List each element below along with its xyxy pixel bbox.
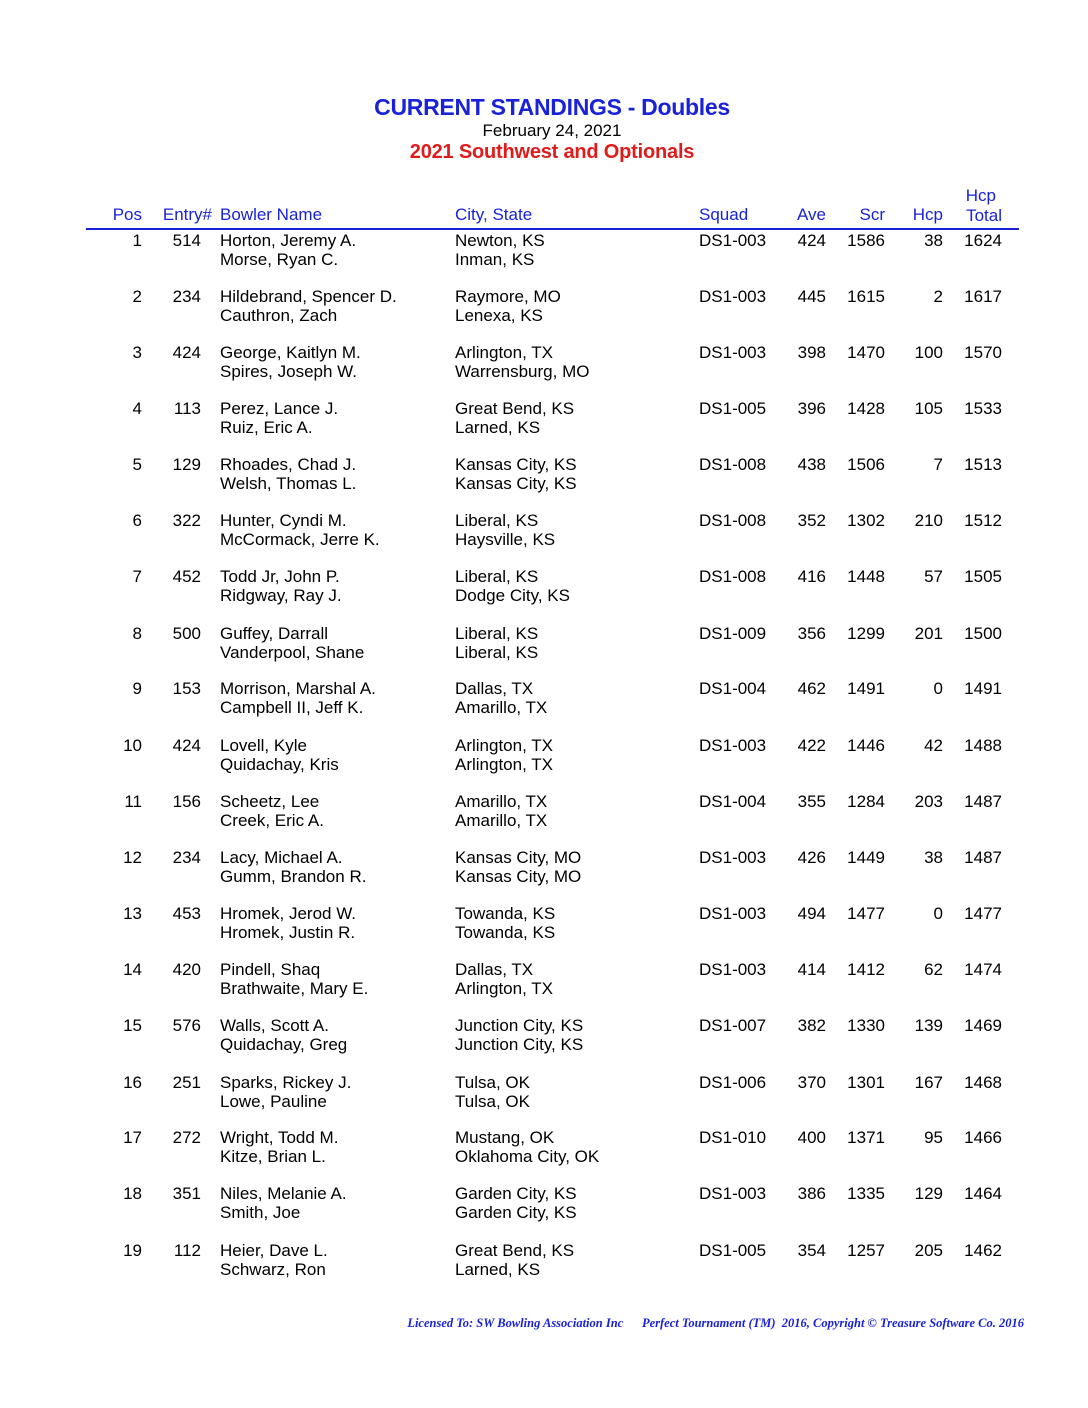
city-state-1: Great Bend, KS	[455, 1241, 575, 1260]
col-header-squad: Squad	[699, 205, 749, 224]
handicap: 38	[924, 231, 943, 250]
entry-number: 251	[172, 1073, 201, 1092]
bowler-name-1: George, Kaitlyn M.	[220, 343, 361, 362]
city-state-1: Garden City, KS	[455, 1184, 577, 1203]
col-header-city-state: City, State	[455, 205, 533, 224]
average: 426	[797, 848, 826, 867]
bowler-name-1: Walls, Scott A.	[220, 1016, 329, 1035]
table-row	[0, 455, 1088, 511]
handicap-total: 1469	[964, 1016, 1002, 1035]
standings-table	[0, 230, 1088, 1290]
table-row	[0, 1241, 1088, 1297]
squad: DS1-008	[699, 511, 767, 530]
pos: 13	[123, 904, 142, 923]
handicap: 139	[914, 1016, 943, 1035]
squad: DS1-005	[699, 399, 767, 418]
city-state-1: Mustang, OK	[455, 1128, 555, 1147]
pos: 3	[132, 343, 142, 362]
average: 352	[797, 511, 826, 530]
handicap: 210	[914, 511, 943, 530]
average: 424	[797, 231, 826, 250]
bowler-name-1: Wright, Todd M.	[220, 1128, 339, 1147]
col-header-hcp-total	[950, 186, 1002, 226]
city-state-1: Amarillo, TX	[455, 792, 548, 811]
bowler-name-1: Lovell, Kyle	[220, 736, 307, 755]
scratch-score: 1615	[847, 287, 885, 306]
entry-number: 500	[172, 624, 201, 643]
entry-number: 113	[173, 399, 201, 418]
report-date: February 24, 2021	[482, 121, 622, 140]
city-state-1: Dallas, TX	[455, 960, 534, 979]
bowler-name-2: Kitze, Brian L.	[220, 1147, 326, 1166]
col-header-entry: Entry#	[162, 205, 212, 224]
scratch-score: 1371	[847, 1128, 885, 1147]
squad: DS1-003	[699, 343, 767, 362]
entry-number: 322	[172, 511, 201, 530]
bowler-name-2: Vanderpool, Shane	[220, 643, 365, 662]
handicap: 129	[914, 1184, 943, 1203]
pos: 9	[132, 679, 142, 698]
bowler-name-1: Lacy, Michael A.	[220, 848, 343, 867]
bowler-name-1: Sparks, Rickey J.	[220, 1073, 352, 1092]
entry-number: 234	[172, 848, 201, 867]
average: 422	[797, 736, 826, 755]
city-state-2: Kansas City, MO	[455, 867, 582, 886]
city-state-2: Lenexa, KS	[455, 306, 543, 325]
table-row	[0, 1184, 1088, 1240]
scratch-score: 1449	[847, 848, 885, 867]
squad: DS1-004	[699, 792, 767, 811]
bowler-name-1: Hromek, Jerod W.	[220, 904, 357, 923]
squad: DS1-003	[699, 287, 767, 306]
scratch-score: 1491	[847, 679, 885, 698]
pos: 1	[132, 231, 142, 250]
bowler-name-2: Hromek, Justin R.	[220, 923, 356, 942]
pos: 19	[123, 1241, 142, 1260]
average: 416	[797, 567, 826, 586]
bowler-name-1: Heier, Dave L.	[220, 1241, 328, 1260]
entry-number: 424	[172, 343, 201, 362]
handicap-total: 1466	[964, 1128, 1002, 1147]
handicap-total: 1474	[964, 960, 1002, 979]
bowler-name-2: Schwarz, Ron	[220, 1260, 326, 1279]
city-state-2: Amarillo, TX	[455, 698, 548, 717]
city-state-2: Towanda, KS	[455, 923, 556, 942]
bowler-name-1: Hunter, Cyndi M.	[220, 511, 347, 530]
city-state-1: Liberal, KS	[455, 511, 539, 530]
col-header-hcp-total-top: Hcp	[965, 186, 996, 205]
squad: DS1-007	[699, 1016, 767, 1035]
scratch-score: 1470	[847, 343, 885, 362]
bowler-name-2: Cauthron, Zach	[220, 306, 338, 325]
pos: 11	[124, 792, 142, 811]
table-row	[0, 904, 1088, 960]
handicap: 105	[914, 399, 943, 418]
city-state-1: Arlington, TX	[455, 343, 553, 362]
bowler-name-1: Pindell, Shaq	[220, 960, 321, 979]
average: 400	[797, 1128, 826, 1147]
handicap: 167	[914, 1073, 943, 1092]
squad: DS1-006	[699, 1073, 767, 1092]
pos: 17	[123, 1128, 142, 1147]
bowler-name-1: Niles, Melanie A.	[220, 1184, 347, 1203]
bowler-name-1: Perez, Lance J.	[220, 399, 339, 418]
pos: 6	[132, 511, 142, 530]
handicap-total: 1570	[964, 343, 1002, 362]
scratch-score: 1506	[847, 455, 885, 474]
handicap: 201	[914, 624, 943, 643]
entry-number: 112	[173, 1241, 201, 1260]
city-state-1: Liberal, KS	[455, 624, 539, 643]
squad: DS1-005	[699, 1241, 767, 1260]
scratch-score: 1412	[847, 960, 885, 979]
city-state-1: Towanda, KS	[455, 904, 556, 923]
city-state-1: Raymore, MO	[455, 287, 561, 306]
col-header-hcp-total-bottom: Total	[966, 206, 1002, 225]
handicap-total: 1624	[964, 231, 1002, 250]
squad: DS1-003	[699, 231, 767, 250]
squad: DS1-008	[699, 455, 767, 474]
city-state-2: Haysville, KS	[455, 530, 556, 549]
handicap: 100	[914, 343, 943, 362]
scratch-score: 1284	[847, 792, 885, 811]
scratch-score: 1477	[847, 904, 885, 923]
bowler-name-1: Scheetz, Lee	[220, 792, 320, 811]
entry-number: 129	[172, 455, 201, 474]
bowler-name-1: Hildebrand, Spencer D.	[220, 287, 397, 306]
entry-number: 234	[172, 287, 201, 306]
entry-number: 452	[172, 567, 201, 586]
squad: DS1-003	[699, 848, 767, 867]
bowler-name-2: Morse, Ryan C.	[220, 250, 339, 269]
handicap-total: 1617	[964, 287, 1002, 306]
handicap-total: 1513	[964, 455, 1002, 474]
city-state-2: Inman, KS	[455, 250, 535, 269]
bowler-name-2: Quidachay, Kris	[220, 755, 339, 774]
entry-number: 453	[172, 904, 201, 923]
pos: 15	[123, 1016, 142, 1035]
squad: DS1-004	[699, 679, 767, 698]
scratch-score: 1335	[847, 1184, 885, 1203]
handicap: 2	[933, 287, 943, 306]
entry-number: 272	[172, 1128, 201, 1147]
page-title: CURRENT STANDINGS - Doubles	[374, 94, 730, 120]
scratch-score: 1446	[847, 736, 885, 755]
average: 386	[797, 1184, 826, 1203]
city-state-1: Liberal, KS	[455, 567, 539, 586]
average: 355	[797, 792, 826, 811]
city-state-2: Junction City, KS	[455, 1035, 584, 1054]
scratch-score: 1257	[847, 1241, 885, 1260]
bowler-name-2: Brathwaite, Mary E.	[220, 979, 369, 998]
handicap-total: 1468	[964, 1073, 1002, 1092]
handicap-total: 1512	[964, 511, 1002, 530]
city-state-1: Great Bend, KS	[455, 399, 575, 418]
table-row	[0, 960, 1088, 1016]
table-row	[0, 736, 1088, 792]
city-state-1: Arlington, TX	[455, 736, 553, 755]
bowler-name-2: Quidachay, Greg	[220, 1035, 348, 1054]
bowler-name-2: Gumm, Brandon R.	[220, 867, 367, 886]
bowler-name-1: Todd Jr, John P.	[220, 567, 340, 586]
handicap-total: 1487	[964, 848, 1002, 867]
handicap: 57	[924, 567, 943, 586]
handicap: 62	[924, 960, 943, 979]
handicap-total: 1488	[964, 736, 1002, 755]
pos: 18	[123, 1184, 142, 1203]
table-row	[0, 624, 1088, 680]
scratch-score: 1302	[847, 511, 885, 530]
bowler-name-1: Guffey, Darrall	[220, 624, 329, 643]
handicap: 0	[933, 679, 943, 698]
squad: DS1-003	[699, 960, 767, 979]
city-state-2: Larned, KS	[455, 1260, 541, 1279]
city-state-2: Kansas City, KS	[455, 474, 577, 493]
scratch-score: 1428	[847, 399, 885, 418]
city-state-1: Kansas City, KS	[455, 455, 577, 474]
average: 494	[797, 904, 826, 923]
handicap-total: 1500	[964, 624, 1002, 643]
handicap-total: 1487	[964, 792, 1002, 811]
table-row	[0, 231, 1088, 287]
bowler-name-2: McCormack, Jerre K.	[220, 530, 380, 549]
average: 354	[797, 1241, 826, 1260]
average: 438	[797, 455, 826, 474]
handicap-total: 1505	[964, 567, 1002, 586]
handicap-total: 1533	[964, 399, 1002, 418]
pos: 8	[132, 624, 142, 643]
pos: 14	[123, 960, 142, 979]
entry-number: 153	[172, 679, 201, 698]
handicap-total: 1462	[964, 1241, 1002, 1260]
average: 356	[797, 624, 826, 643]
bowler-name-2: Ruiz, Eric A.	[220, 418, 313, 437]
col-header-bowler-name: Bowler Name	[220, 205, 323, 224]
bowler-name-2: Smith, Joe	[220, 1203, 301, 1222]
pos: 16	[123, 1073, 142, 1092]
scratch-score: 1299	[847, 624, 885, 643]
table-row	[0, 792, 1088, 848]
pos: 2	[132, 287, 142, 306]
table-row	[0, 848, 1088, 904]
city-state-2: Arlington, TX	[455, 979, 553, 998]
pos: 4	[132, 399, 142, 418]
scratch-score: 1301	[847, 1073, 885, 1092]
city-state-2: Tulsa, OK	[455, 1092, 530, 1111]
entry-number: 420	[172, 960, 201, 979]
entry-number: 156	[172, 792, 201, 811]
scratch-score: 1586	[847, 231, 885, 250]
entry-number: 576	[172, 1016, 201, 1035]
city-state-1: Dallas, TX	[455, 679, 534, 698]
handicap: 205	[914, 1241, 943, 1260]
average: 396	[797, 399, 826, 418]
event-name: 2021 Southwest and Optionals	[409, 141, 695, 163]
city-state-2: Warrensburg, MO	[455, 362, 590, 381]
handicap: 95	[924, 1128, 943, 1147]
license-footer: Licensed To: SW Bowling Association Inc Perfect Tournament (TM) 2016, Copyright © Treasure Software Co. 2016	[407, 1316, 1024, 1330]
scratch-score: 1448	[847, 567, 885, 586]
bowler-name-1: Rhoades, Chad J.	[220, 455, 357, 474]
bowler-name-2: Spires, Joseph W.	[220, 362, 358, 381]
table-row	[0, 679, 1088, 735]
col-header-scr: Scr	[859, 205, 885, 224]
handicap: 7	[933, 455, 943, 474]
city-state-1: Tulsa, OK	[455, 1073, 530, 1092]
city-state-1: Kansas City, MO	[455, 848, 582, 867]
city-state-2: Arlington, TX	[455, 755, 553, 774]
city-state-2: Larned, KS	[455, 418, 541, 437]
table-row	[0, 1016, 1088, 1072]
average: 370	[797, 1073, 826, 1092]
city-state-2: Amarillo, TX	[455, 811, 548, 830]
average: 414	[797, 960, 826, 979]
squad: DS1-009	[699, 624, 767, 643]
bowler-name-2: Welsh, Thomas L.	[220, 474, 357, 493]
bowler-name-2: Creek, Eric A.	[220, 811, 324, 830]
squad: DS1-003	[699, 1184, 767, 1203]
pos: 5	[132, 455, 142, 474]
scratch-score: 1330	[847, 1016, 885, 1035]
squad: DS1-003	[699, 736, 767, 755]
entry-number: 514	[172, 231, 201, 250]
table-row	[0, 1073, 1088, 1129]
table-row	[0, 287, 1088, 343]
squad: DS1-010	[699, 1128, 767, 1147]
bowler-name-1: Horton, Jeremy A.	[220, 231, 357, 250]
average: 462	[797, 679, 826, 698]
handicap-total: 1464	[964, 1184, 1002, 1203]
squad: DS1-008	[699, 567, 767, 586]
col-header-pos: Pos	[112, 205, 142, 224]
city-state-2: Oklahoma City, OK	[455, 1147, 600, 1166]
handicap-total: 1491	[964, 679, 1002, 698]
handicap: 0	[933, 904, 943, 923]
city-state-1: Newton, KS	[455, 231, 545, 250]
table-row	[0, 399, 1088, 455]
table-row	[0, 343, 1088, 399]
handicap-total: 1477	[964, 904, 1002, 923]
average: 398	[797, 343, 826, 362]
bowler-name-2: Ridgway, Ray J.	[220, 586, 342, 605]
handicap: 38	[924, 848, 943, 867]
pos: 12	[123, 848, 142, 867]
average: 382	[797, 1016, 826, 1035]
entry-number: 351	[172, 1184, 201, 1203]
city-state-2: Liberal, KS	[455, 643, 539, 662]
city-state-2: Dodge City, KS	[455, 586, 570, 605]
entry-number: 424	[172, 736, 201, 755]
handicap: 203	[914, 792, 943, 811]
bowler-name-2: Campbell II, Jeff K.	[220, 698, 364, 717]
handicap: 42	[924, 736, 943, 755]
table-row	[0, 567, 1088, 623]
col-header-ave: Ave	[797, 205, 826, 224]
city-state-2: Garden City, KS	[455, 1203, 577, 1222]
bowler-name-1: Morrison, Marshal A.	[220, 679, 376, 698]
pos: 10	[123, 736, 142, 755]
squad: DS1-003	[699, 904, 767, 923]
average: 445	[797, 287, 826, 306]
bowler-name-2: Lowe, Pauline	[220, 1092, 327, 1111]
city-state-1: Junction City, KS	[455, 1016, 584, 1035]
table-row	[0, 1128, 1088, 1184]
col-header-hcp: Hcp	[912, 205, 943, 224]
pos: 7	[132, 567, 142, 586]
table-row	[0, 511, 1088, 567]
